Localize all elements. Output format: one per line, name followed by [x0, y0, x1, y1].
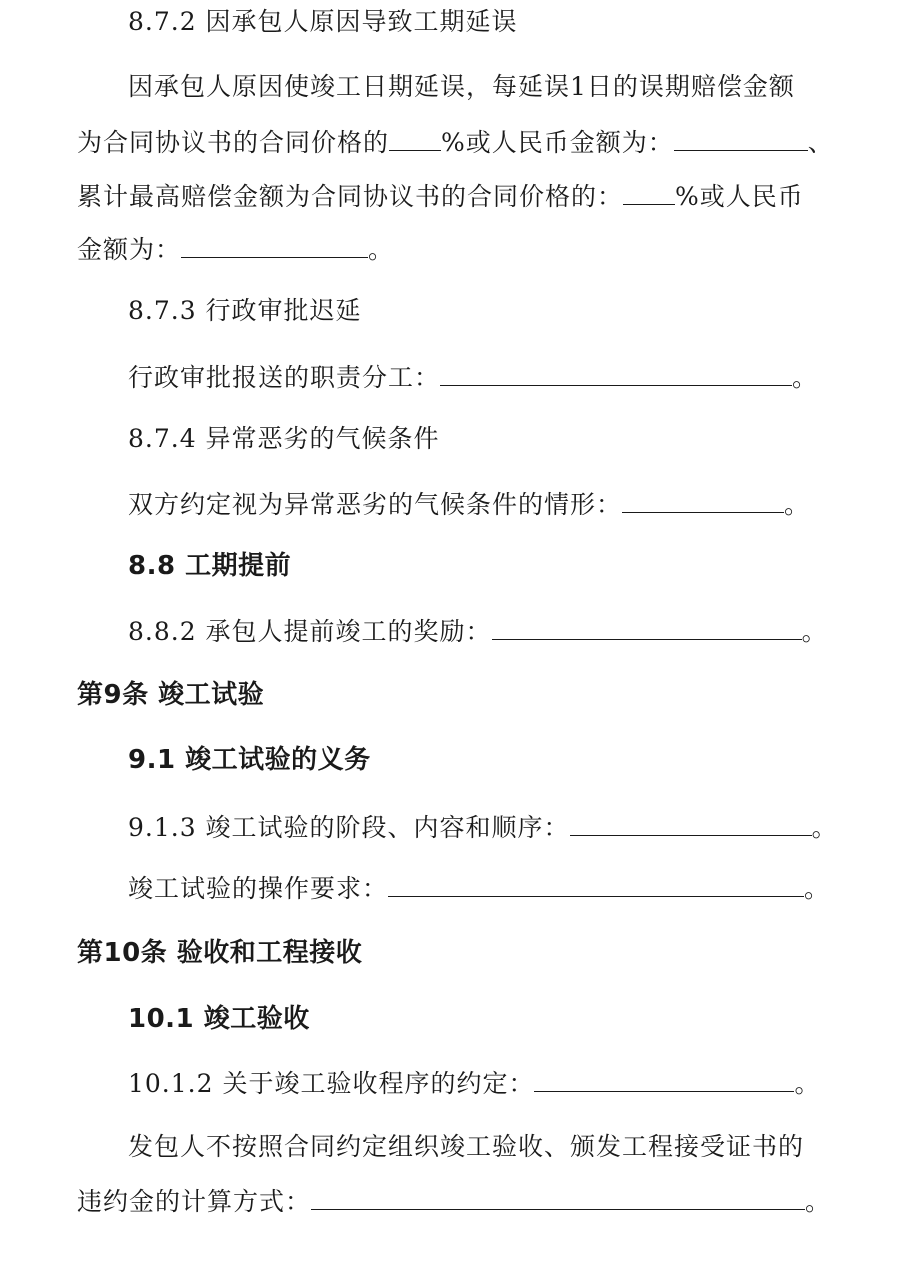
article-9-heading: 第9条 竣工试验 [77, 680, 265, 710]
operation-requirement-blank[interactable] [388, 874, 804, 897]
text-segment: 金额为： [77, 235, 182, 264]
text-segment: 。 [804, 874, 831, 903]
clause-8-7-4-text [128, 488, 810, 522]
clause-8-7-2-text-line-4 [77, 233, 394, 267]
text-segment: 累计最高赔偿金额为合同协议书的合同价格的： [77, 182, 624, 211]
clause-8-7-4-heading: 8.7.4 异常恶劣的气候条件 [128, 424, 440, 453]
text-segment: %或人民币 [675, 182, 804, 211]
penalty-calculation-blank[interactable] [311, 1187, 805, 1210]
text-segment: 。 [805, 1187, 832, 1216]
text-segment: 。 [368, 235, 395, 264]
early-completion-reward-blank[interactable] [492, 617, 802, 640]
approval-duty-blank[interactable] [440, 363, 792, 386]
max-amount-blank[interactable] [181, 235, 368, 258]
text-segment: 。 [811, 813, 838, 842]
clause-8-7-2-text-line-2 [77, 126, 834, 160]
text-segment: 、 [807, 128, 834, 157]
text-segment: 。 [792, 363, 819, 392]
clause-8-7-3-text [128, 361, 818, 395]
text-segment: 违约金的计算方式： [77, 1187, 312, 1216]
article-10-heading: 第10条 验收和工程接收 [77, 938, 363, 968]
clause-10-1-2-penalty-line-2 [77, 1185, 831, 1219]
clause-8-7-3-heading: 8.7.3 行政审批迟延 [128, 296, 362, 325]
clause-8-7-2-text-line-3 [77, 180, 804, 214]
clause-10-1-heading: 10.1 竣工验收 [128, 1004, 310, 1034]
text-segment: 竣工试验的操作要求： [128, 874, 389, 903]
clause-9-1-3-text [128, 811, 838, 845]
clause-8-8-heading: 8.8 工期提前 [128, 551, 292, 581]
clause-9-1-3-operation-text [128, 872, 830, 906]
max-percent-blank[interactable] [623, 182, 675, 205]
text-segment: 行政审批报送的职责分工： [128, 363, 441, 392]
clause-10-1-2-text [128, 1067, 820, 1101]
clause-9-1-heading: 9.1 竣工试验的义务 [128, 745, 371, 775]
text-segment: %或人民币金额为： [441, 128, 674, 157]
clause-10-1-2-penalty-line-1: 发包人不按照合同约定组织竣工验收、颁发工程接受证书的 [128, 1132, 805, 1161]
text-segment: 。 [794, 1069, 821, 1098]
test-stage-blank[interactable] [570, 813, 812, 836]
text-segment: 双方约定视为异常恶劣的气候条件的情形： [128, 490, 623, 519]
text-segment: 为合同协议书的合同价格的 [77, 128, 390, 157]
text-segment: 10.1.2 关于竣工验收程序的约定： [128, 1069, 535, 1098]
text-segment: 8.8.2 承包人提前竣工的奖励： [128, 617, 492, 646]
amount-blank[interactable] [674, 128, 808, 151]
text-segment: 。 [784, 490, 811, 519]
percent-blank[interactable] [389, 128, 441, 151]
clause-8-7-2-heading: 8.7.2 因承包人原因导致工期延误 [128, 7, 518, 36]
text-segment: 。 [801, 617, 828, 646]
clause-8-7-2-text-line-1: 因承包人原因使竣工日期延误，每延误1日的误期赔偿金额 [128, 72, 795, 101]
text-segment: 9.1.3 竣工试验的阶段、内容和顺序： [128, 813, 570, 842]
acceptance-procedure-blank[interactable] [534, 1069, 794, 1092]
clause-8-8-2-text [128, 615, 828, 649]
weather-condition-blank[interactable] [622, 490, 784, 513]
